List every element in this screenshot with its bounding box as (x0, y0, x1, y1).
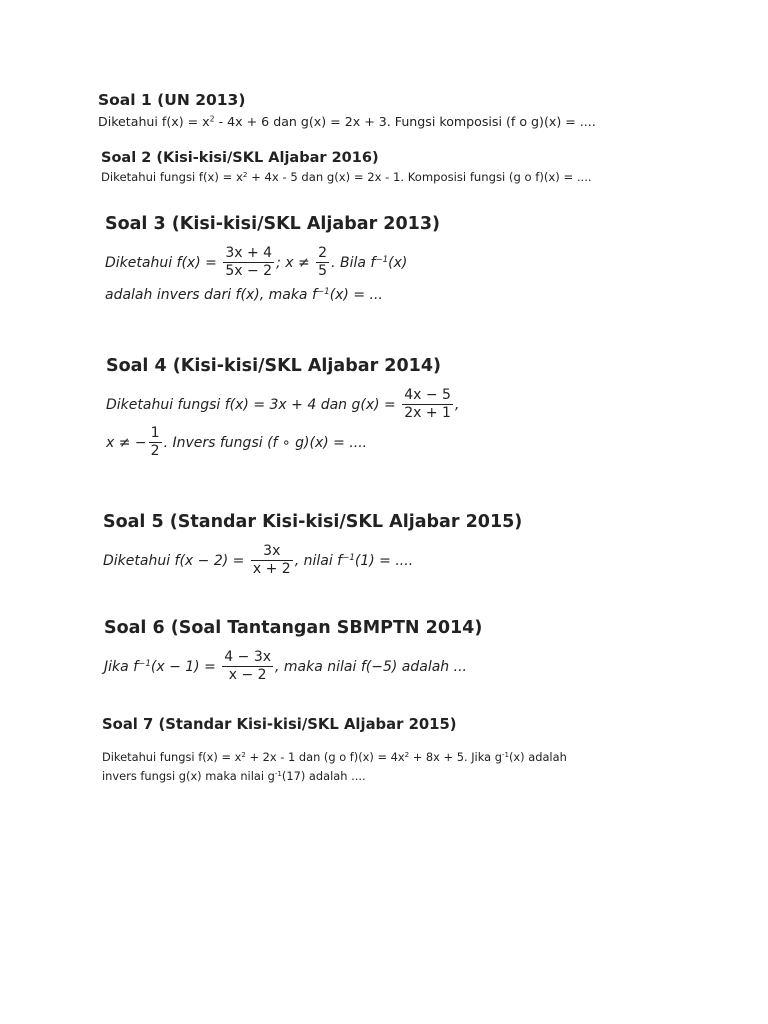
problem-2-heading: Soal 2 (Kisi-kisi/SKL Aljabar 2016) (101, 150, 379, 166)
problem-1 (98, 91, 596, 129)
problem-3-heading: Soal 3 (Kisi-kisi/SKL Aljabar 2013) (105, 214, 440, 234)
problem-5 (103, 512, 522, 578)
problem-3-line-1: Diketahui f(x) = $\frac{3x + 4}{5x - 2}$ ; x ≠ $\frac{2}{5}$ . Bila $f^{-1}(x)$ (105, 245, 408, 280)
problem-7 (102, 716, 567, 783)
problem-1-heading: Soal 1 (UN 2013) (98, 91, 246, 109)
fraction: $\frac{3x + 4}{5x - 2}$ (225, 245, 273, 280)
fraction: $\frac{1}{2}$ (150, 424, 160, 460)
fraction: $\frac{4x - 5}{2x + 1}$ (404, 387, 451, 422)
fraction: $\frac{3x}{x + 2}$ (252, 543, 291, 578)
problem-5-heading: Soal 5 (Standar Kisi-kisi/SKL Aljabar 2015) (103, 512, 523, 532)
problem-4-heading: Soal 4 (Kisi-kisi/SKL Aljabar 2014) (106, 356, 441, 376)
problem-1-text: Diketahui $f(x) = x^2 - 4x + 6$ dan g(x) = 2x + 3. Fungsi komposisi (f o g)(x) = .... (98, 114, 596, 129)
problem-2 (101, 150, 592, 184)
problem-6 (104, 618, 482, 684)
problem-7-heading: Soal 7 (Standar Kisi-kisi/SKL Aljabar 2015) (102, 716, 457, 733)
problem-5-line-1: Diketahui f(x − 2) = $\frac{3x}{x + 2}$ , nilai $f^{-1}(1)$ = .... (103, 543, 414, 578)
problem-3-line-2: adalah invers dari f(x), maka $f^{-1}(x)$ = ... (105, 286, 383, 303)
problem-7-line-2: invers fungsi g(x) maka nilai $g^{-1}(17)$ adalah .... (102, 769, 366, 783)
problem-7-line-1: Diketahui fungsi $f(x) = x^2 + 2x - 1$ dan (g o $f)(x) = 4x^2 + 8x + 5$. Jika $g^{-1}(x)$ adalah (102, 750, 567, 764)
problem-4-line-1: Diketahui fungsi f(x) = 3x + 4 dan g(x) = $\frac{4x - 5}{2x + 1}$ , (106, 387, 460, 422)
problem-2-text: Diketahui fungsi $f(x) = x^2 + 4x - 5$ dan g(x) = 2x - 1. Komposisi fungsi (g o f)(x) = .... (101, 170, 592, 184)
fraction: $\frac{4 - 3x}{x - 2}$ (224, 649, 272, 684)
problem-6-line-1: Jika $f^{-1}(x - 1)$ = $\frac{4 - 3x}{x - 2}$ , maka nilai f(−5) adalah ... (104, 649, 467, 684)
problem-4-line-2: x ≠ − $\frac{1}{2}$ . Invers fungsi (f ∘ g)(x) = .... (106, 424, 368, 460)
problem-3 (105, 214, 440, 303)
problem-6-heading: Soal 6 (Soal Tantangan SBMPTN 2014) (104, 618, 483, 638)
problem-4 (106, 356, 459, 460)
fraction: $\frac{2}{5}$ (318, 245, 328, 280)
